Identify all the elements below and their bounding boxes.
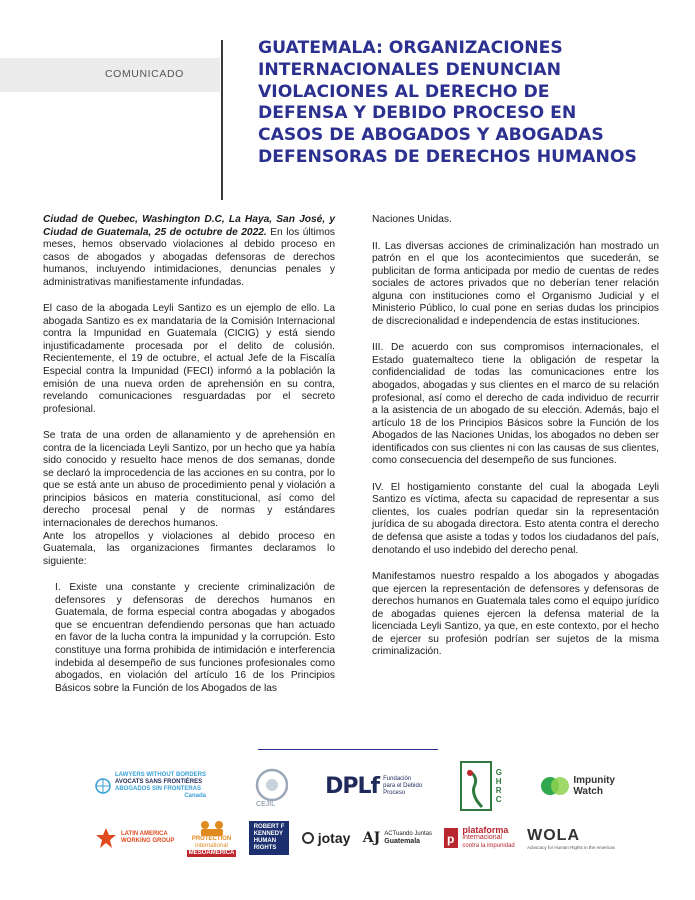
actuando-juntas-logo (363, 830, 432, 846)
dateline: Ciudad de Quebec, Washington D.C, La Haya, San José, y Ciudad de Guatemala, 25 de octubre de 2022. (43, 214, 335, 238)
logo-row-top (95, 758, 615, 814)
ghrc-label: GHRC (495, 768, 502, 804)
protection-international-logo (187, 820, 237, 857)
rfk-line-2: KENNEDY (253, 831, 284, 837)
point-three: III. De acuerdo con sus compromisos internacionales, el Estado guatemalteco tiene la obligación de respetar la confidencialidad de todas las comunicaciones entre los abogados, abogadas y sus clientes en el marco de su relación profesional, así como el derecho de cada individuo de recurrir a la asistencia de un abogado de su elección. Además, bajo el artículo 18 de los Principios Básicos sobre la Función de los Abogados de las Naciones Unidas, los abogados no deben ser identificados con sus clientes ni con las causas de sus clientes, como consecuencia del desempeño de sus funciones. (372, 342, 659, 467)
aj-mark: AJ (362, 830, 381, 846)
cejil-label: CEJIL (256, 800, 276, 808)
dplf-sub-3: Proceso (383, 789, 406, 796)
intro-text: En los últimos meses, hemos observado violaciones al debido proceso en casos de abogados y abogadas defensoras de derechos humanos, incluyendo intimidaciones, denuncias penales y administrativas manifiestamente infundadas. (43, 226, 335, 288)
header-divider (221, 40, 223, 200)
plataforma-line-2: internacional (462, 834, 503, 841)
cejil-logo (244, 765, 288, 808)
left-column (43, 214, 335, 709)
svg-text:p: p (447, 832, 455, 846)
plataforma-icon (444, 828, 458, 848)
pi-line-1: PROTECTION (191, 835, 232, 842)
lwbc-line-1: LAWYERS WITHOUT BORDERS (115, 772, 206, 778)
rfk-logo (249, 821, 290, 855)
plataforma-line-3: contra la impunidad (462, 843, 515, 849)
right-column (372, 214, 659, 673)
lwbc-line-4: Canada (184, 793, 206, 799)
impunity-line-2: Watch (573, 786, 603, 797)
dplf-sub-1: Fundación (383, 775, 412, 782)
dplf-wordmark: DPLf (325, 773, 380, 799)
warrant-paragraph: Se trata de una orden de allanamiento y de aprehensión en contra de la licenciada Leyli Santizo, por un hecho que ya había sido conocido y resuelto hace menos de dos semanas, donde se declaró la improcedencia de las acciones en su contra, por lo que se está ante un abuso de procedimiento penal y violación a principios básicos en materia constitucional, así como del derecho procesal penal y de normas y estándares internacionales de derechos humanos. (43, 430, 335, 530)
lawg-logo (95, 827, 174, 849)
quetzal-icon (460, 761, 492, 811)
lwbc-line-2: AVOCATS SANS FRONTIÈRES (115, 779, 203, 785)
dplf-sub-2: para el Debido (383, 782, 423, 789)
rfk-line-4: RIGHTS (253, 845, 277, 851)
lawg-line-2: WORKING GROUP (121, 838, 175, 844)
pi-line-2: international (195, 842, 228, 849)
jotay-logo (302, 830, 351, 846)
aj-line-1: ACTuando Juntas (384, 831, 433, 837)
rfk-line-1: ROBERT F (253, 824, 285, 830)
pi-line-3: MESOAMÉRICA (188, 849, 235, 856)
logo-row-bottom (95, 816, 615, 860)
rfk-line-3: HUMAN (253, 838, 277, 844)
dplf-logo (325, 774, 422, 799)
jotay-icon (302, 832, 314, 844)
wola-wordmark: WOLA (527, 826, 580, 844)
lawg-star-icon (95, 827, 117, 849)
wola-tagline: Advocacy for Human Rights in the Americas (527, 844, 615, 850)
lawg-line-1: LATIN AMERICA (121, 831, 168, 837)
ghrc-logo (460, 761, 504, 811)
closing-paragraph: Manifestamos nuestro respaldo a los abogados y abogadas que ejercen la representación de defensores y defensoras de derechos humanos en Guatemala tales como el equipo jurídico de abogadas quienes ejercen la defensa material de la licenciada Leyli Santizo, ya que, en este contexto, por el hecho de ejercer su profesión podrían ser sujetos de la misma criminalización. (372, 571, 659, 658)
point-one: I. Existe una constante y creciente criminalización de defensores y defensoras de derechos humanos en Guatemala, de forma especial contra abogadas y abogados que se encuentran defendiendo personas que han actuado en favor de la lucha contra la impunidad y la corrupción. Esto constituye una forma prohibida de intimidación e interferencia indebida al desempeño de sus funciones profesionales como abogados, en violación del artículo 16 de los Principios Básicos sobre la Función de los Abogados de las (55, 582, 335, 694)
jotay-wordmark: jotay (317, 830, 351, 846)
lwbc-line-3: ABOGADOS SIN FRONTERAS (115, 786, 202, 792)
wola-logo (527, 827, 615, 850)
point-one-continued: Naciones Unidas. (372, 214, 452, 225)
plataforma-line-1: plataforma (462, 825, 509, 835)
declaration-intro: Ante los atropellos y violaciones al debido proceso en Guatemala, las organizaciones firmantes declaramos lo siguiente: (43, 530, 335, 567)
impunity-watch-logo (541, 775, 615, 797)
intro-paragraph (43, 214, 335, 289)
point-four: IV. El hostigamiento constante del cual la abogada Leyli Santizo es víctima, afecta su capacidad de representar a sus clientes, los cuales podrían quedar sin la representación jurídica de su abogada directora. Esto atenta contra el derecho de defensa que asiste a todas y todos los ciudadanos del país, denotando el uso indebido del derecho penal. (372, 481, 659, 556)
santizo-case-paragraph: El caso de la abogada Leyli Santizo es un ejemplo de ello. La abogada Santizo es ex mandataria de la Comisión Internacional contra la Impunidad en Guatemala (CICIG) y está siendo injustificadamente procesada por el delito de colusión. Recientemente, el 19 de octubre, el actual Jefe de la Fiscalía Especial contra la Impunidad (FECI) informó a la población la emisión de una nueva orden de aprehensión en su contra, revelando comunicaciones resguardadas por el secreto profesional. (43, 303, 335, 415)
document-title: GUATEMALA: ORGANIZACIONES INTERNACIONALES DENUNCIAN VIOLACIONES AL DERECHO DE DEFENSA Y DEBIDO PROCESO EN CASOS DE ABOGADOS Y ABOGADAS DEFENSORAS DE DERECHOS HUMANOS (258, 38, 637, 167)
aj-line-2: Guatemala (384, 838, 421, 845)
point-two: II. Las diversas acciones de criminalización han mostrado un patrón en el que los acontecimientos que sucederán, se publicitan de forma anticipada por medio de cuentas de redes sociales de actores privados que no deberían tener relación alguna con instituciones como el Organismo Judicial y el Ministerio Público, lo cual pone en serias dudas los principios de discrecionalidad e independencia de estas instituciones. (372, 240, 659, 327)
document-type-label: COMUNICADO (105, 68, 184, 80)
globe-icon (95, 778, 111, 794)
lwbc-logo (95, 772, 206, 800)
logo-divider (258, 749, 438, 750)
plataforma-logo (444, 826, 514, 850)
impunity-line-1: Impunity (573, 775, 615, 786)
people-icon (197, 820, 227, 836)
cejil-30-icon (244, 765, 288, 805)
impunity-watch-icon (541, 775, 569, 797)
